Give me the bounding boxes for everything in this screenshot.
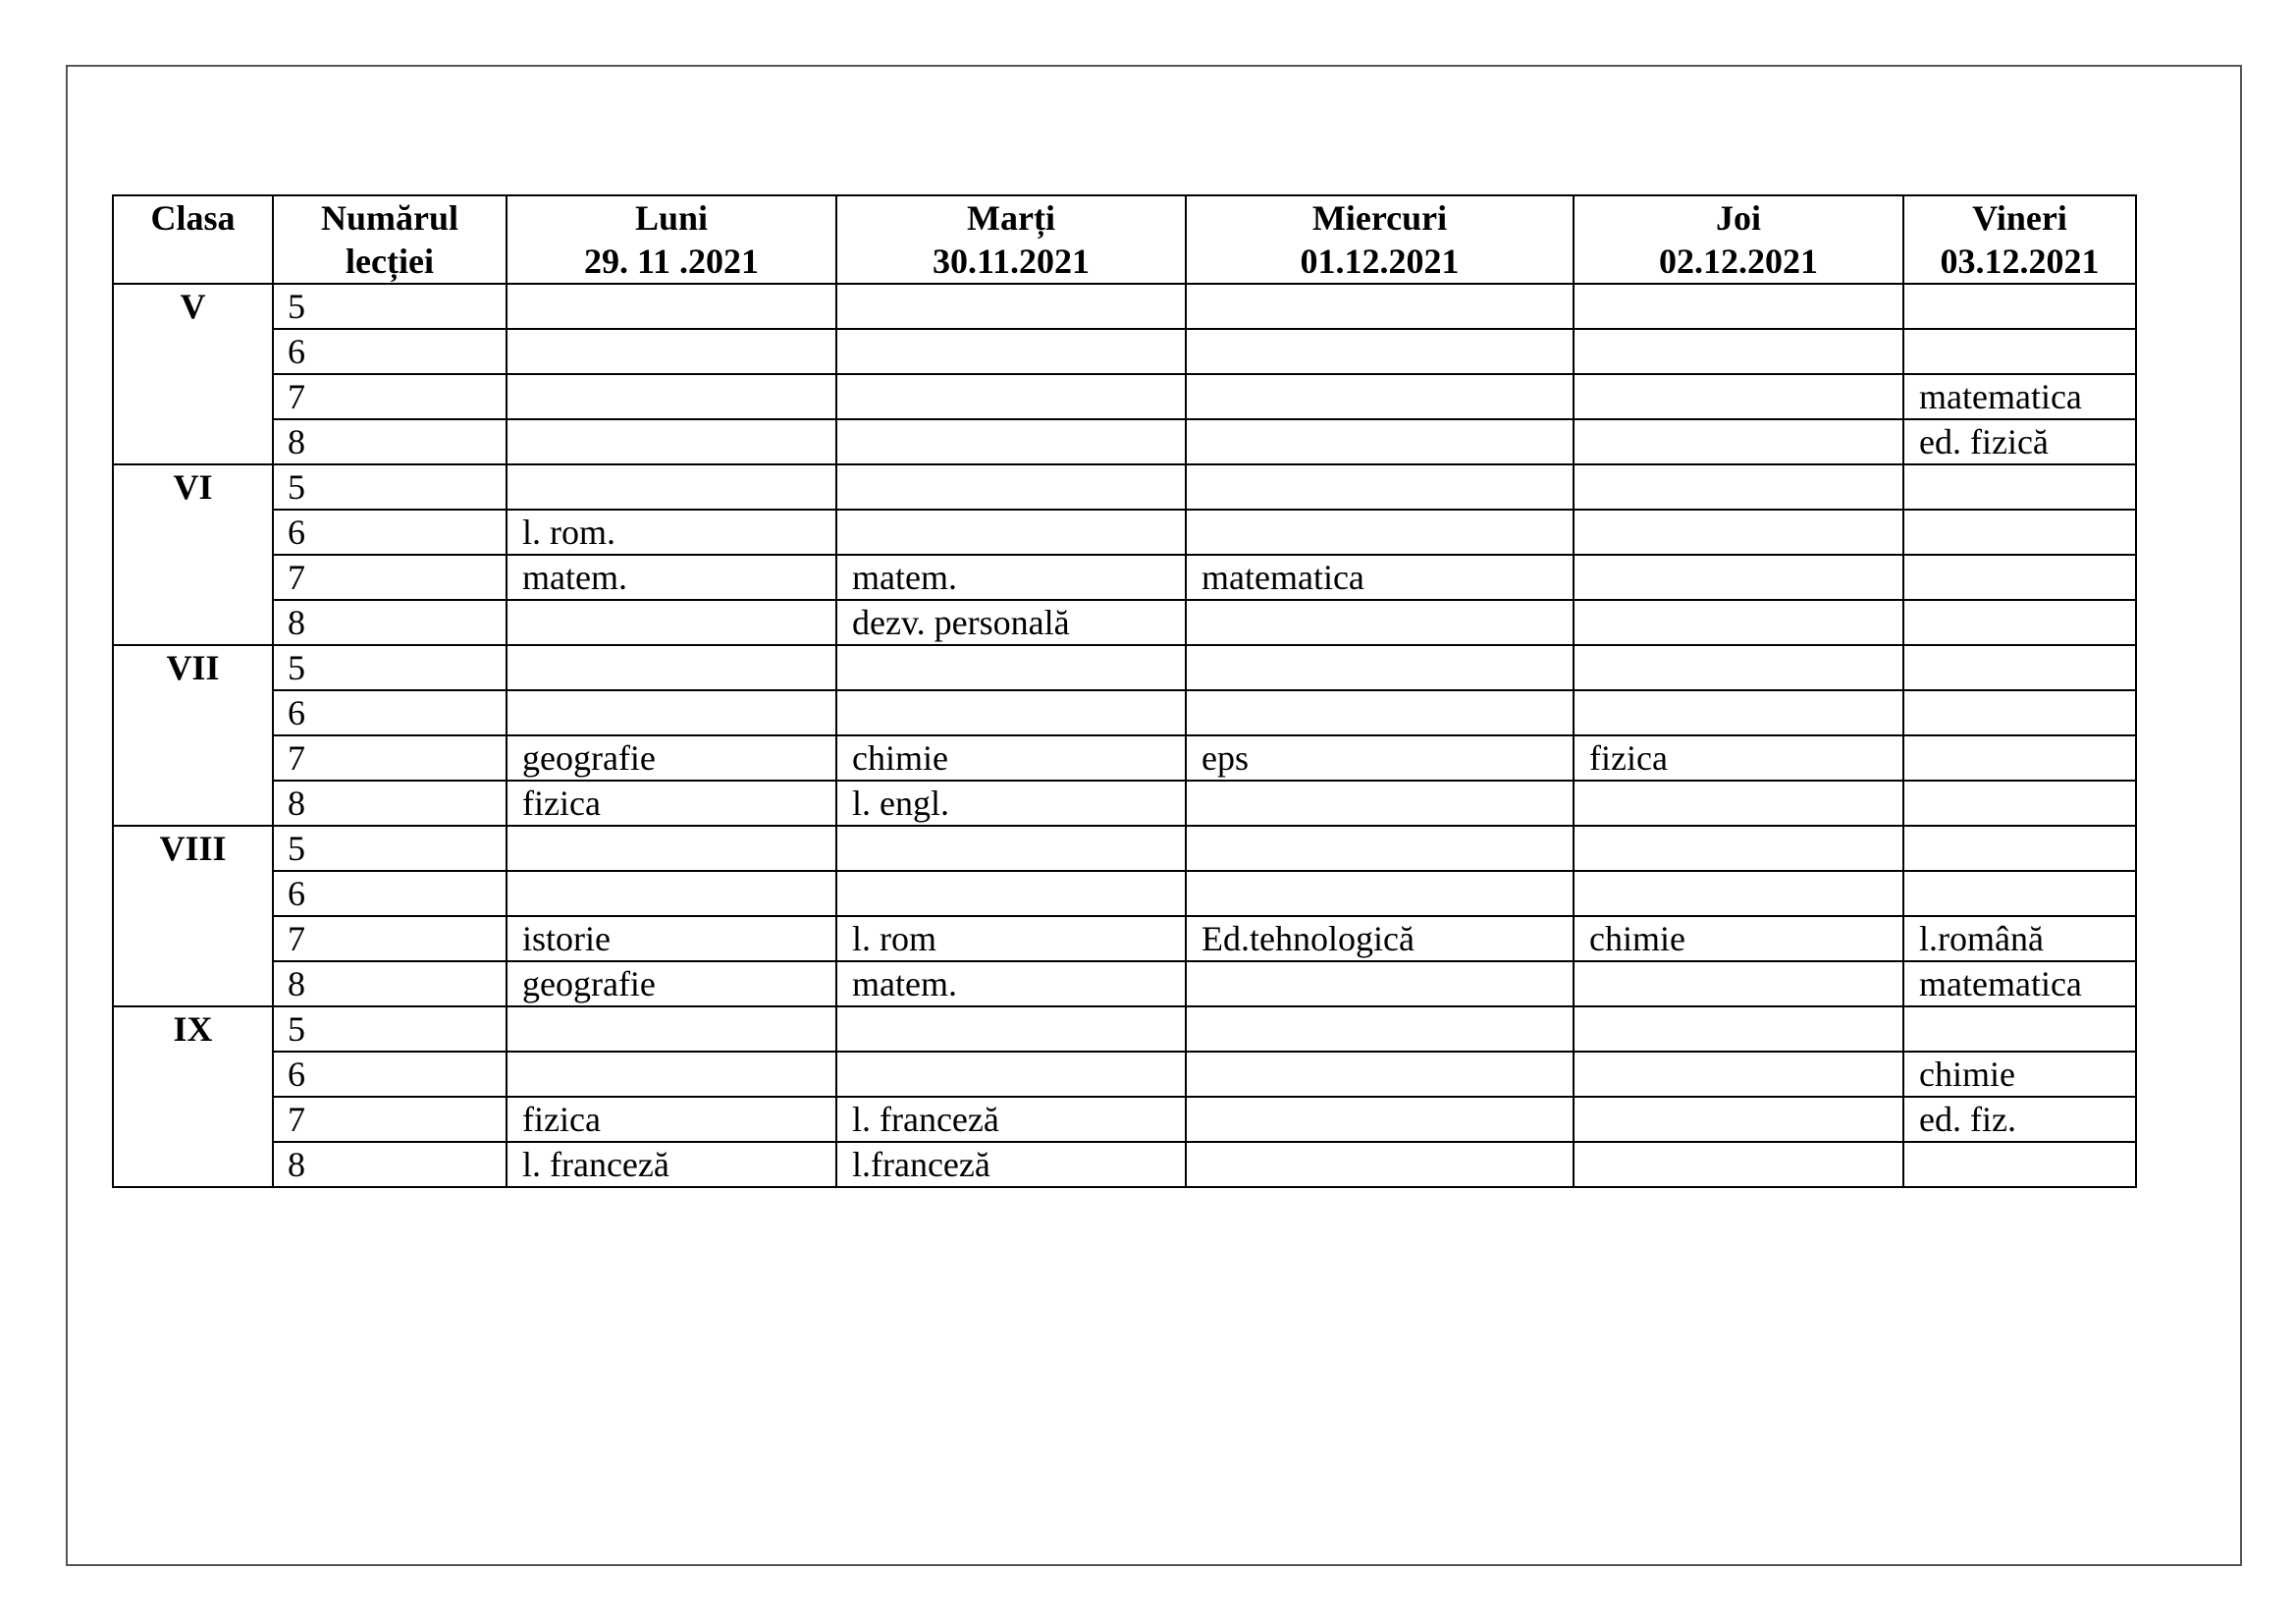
subject-cell [1574,284,1903,329]
table-row [113,374,2136,419]
subject-cell [1574,781,1903,826]
subject-cell [1574,600,1903,645]
header-line2: 30.11.2021 [932,242,1090,281]
table-row [113,690,2136,735]
subject-cell: matem. [507,555,836,600]
subject-cell [1903,735,2136,781]
subject-cell [1186,600,1574,645]
subject-cell: chimie [1903,1052,2136,1097]
subject-cell [1903,555,2136,600]
lesson-number-cell: 5 [273,826,507,871]
table-row [113,555,2136,600]
table-row [113,464,2136,510]
lesson-number-cell: 7 [273,555,507,600]
subject-cell [836,871,1186,916]
subject-cell [1186,871,1574,916]
subject-cell: chimie [1574,916,1903,961]
table-row [113,1097,2136,1142]
subject-cell [507,871,836,916]
header-line2: 29. 11 .2021 [583,242,759,281]
subject-cell [1574,510,1903,555]
subject-cell [836,1052,1186,1097]
table-row [113,916,2136,961]
subject-cell [1574,826,1903,871]
table-row [113,645,2136,690]
subject-cell [1574,690,1903,735]
subject-cell [1186,1052,1574,1097]
lesson-number-cell: 8 [273,1142,507,1187]
subject-cell [1186,826,1574,871]
subject-cell [1574,1052,1903,1097]
subject-cell: fizica [507,1097,836,1142]
lesson-number-cell: 5 [273,1006,507,1052]
table-row [113,871,2136,916]
table-row [113,1052,2136,1097]
table-row [113,1142,2136,1187]
header-line1: Marți [967,198,1055,238]
subject-cell [1574,329,1903,374]
header-line1: Luni [634,198,709,238]
header-line1: Vineri [1972,198,2067,238]
header-tuesday [836,195,1186,284]
lesson-number-cell: 7 [273,916,507,961]
subject-cell [1903,826,2136,871]
header-line2: lecției [346,242,434,281]
subject-cell [507,1006,836,1052]
header-line2: 03.12.2021 [1940,242,2100,281]
lesson-number-cell: 8 [273,600,507,645]
subject-cell [507,464,836,510]
subject-cell [1574,1097,1903,1142]
subject-cell [1903,1142,2136,1187]
subject-cell [507,374,836,419]
class-cell: V [113,284,273,464]
subject-cell: eps [1186,735,1574,781]
subject-cell [1186,329,1574,374]
table-row [113,284,2136,329]
subject-cell: matematica [1186,555,1574,600]
header-row [113,195,2136,284]
subject-cell [1574,645,1903,690]
header-line1: Miercuri [1311,198,1448,238]
lesson-number-cell: 7 [273,735,507,781]
subject-cell: l. rom [836,916,1186,961]
table-header [113,195,2136,284]
lesson-number-cell: 5 [273,464,507,510]
table-row [113,329,2136,374]
subject-cell [1186,374,1574,419]
subject-cell [1903,464,2136,510]
subject-cell: fizica [507,781,836,826]
table-body [113,284,2136,1187]
subject-cell [836,826,1186,871]
subject-cell: geografie [507,735,836,781]
lesson-number-cell: 6 [273,690,507,735]
subject-cell [1903,781,2136,826]
subject-cell [836,510,1186,555]
subject-cell: l. franceză [507,1142,836,1187]
subject-cell: matem. [836,961,1186,1006]
header-friday [1903,195,2136,284]
subject-cell [1903,645,2136,690]
header-line2: 01.12.2021 [1300,242,1460,281]
header-lesson-number [273,195,507,284]
lesson-number-cell: 6 [273,329,507,374]
subject-cell [1186,1097,1574,1142]
lesson-number-cell: 8 [273,961,507,1006]
subject-cell [1574,464,1903,510]
subject-cell: matematica [1903,961,2136,1006]
subject-cell [1574,419,1903,464]
subject-cell [1574,374,1903,419]
subject-cell [1903,510,2136,555]
header-monday [507,195,836,284]
subject-cell: fizica [1574,735,1903,781]
subject-cell [1903,600,2136,645]
subject-cell [1186,419,1574,464]
subject-cell [836,374,1186,419]
subject-cell [1186,781,1574,826]
subject-cell [507,419,836,464]
subject-cell [507,1052,836,1097]
subject-cell: ed. fizică [1903,419,2136,464]
subject-cell: l. franceză [836,1097,1186,1142]
subject-cell: dezv. personală [836,600,1186,645]
subject-cell [507,645,836,690]
subject-cell [1574,555,1903,600]
lesson-number-cell: 7 [273,374,507,419]
subject-cell [1574,1142,1903,1187]
subject-cell [1903,329,2136,374]
subject-cell [1186,690,1574,735]
schedule-table [112,194,2137,1188]
subject-cell [507,329,836,374]
table-row [113,781,2136,826]
subject-cell [1186,1006,1574,1052]
subject-cell [836,1006,1186,1052]
subject-cell: ed. fiz. [1903,1097,2136,1142]
subject-cell: chimie [836,735,1186,781]
subject-cell [1186,284,1574,329]
header-thursday [1574,195,1903,284]
lesson-number-cell: 6 [273,871,507,916]
subject-cell [836,329,1186,374]
header-wednesday [1186,195,1574,284]
subject-cell [1574,961,1903,1006]
subject-cell [1186,510,1574,555]
header-line1: Numărul [320,198,458,238]
subject-cell [507,284,836,329]
subject-cell [1903,1006,2136,1052]
subject-cell [1903,871,2136,916]
subject-cell: istorie [507,916,836,961]
subject-cell [1903,690,2136,735]
lesson-number-cell: 8 [273,419,507,464]
subject-cell: l. engl. [836,781,1186,826]
subject-cell [1186,961,1574,1006]
class-cell: VIII [113,826,273,1006]
header-line2: 02.12.2021 [1659,242,1818,281]
class-cell: VI [113,464,273,645]
header-class [113,195,273,284]
class-cell: IX [113,1006,273,1187]
header-line1: Clasa [150,198,236,238]
subject-cell: l.franceză [836,1142,1186,1187]
lesson-number-cell: 5 [273,645,507,690]
subject-cell [507,826,836,871]
lesson-number-cell: 8 [273,781,507,826]
subject-cell: Ed.tehnologică [1186,916,1574,961]
lesson-number-cell: 7 [273,1097,507,1142]
subject-cell [1186,464,1574,510]
subject-cell: matematica [1903,374,2136,419]
subject-cell: l. rom. [507,510,836,555]
subject-cell [1186,1142,1574,1187]
subject-cell [836,419,1186,464]
subject-cell [1574,1006,1903,1052]
subject-cell [507,690,836,735]
subject-cell [836,284,1186,329]
lesson-number-cell: 6 [273,510,507,555]
table-row [113,1006,2136,1052]
subject-cell [1574,871,1903,916]
lesson-number-cell: 6 [273,1052,507,1097]
subject-cell: matem. [836,555,1186,600]
subject-cell [836,645,1186,690]
subject-cell: l.română [1903,916,2136,961]
table-row [113,600,2136,645]
table-row [113,419,2136,464]
subject-cell [836,464,1186,510]
table-row [113,826,2136,871]
table-row [113,735,2136,781]
table-row [113,961,2136,1006]
subject-cell [836,690,1186,735]
table-row [113,510,2136,555]
class-cell: VII [113,645,273,826]
subject-cell [507,600,836,645]
lesson-number-cell: 5 [273,284,507,329]
subject-cell [1903,284,2136,329]
header-line1: Joi [1715,198,1761,238]
subject-cell: geografie [507,961,836,1006]
subject-cell [1186,645,1574,690]
